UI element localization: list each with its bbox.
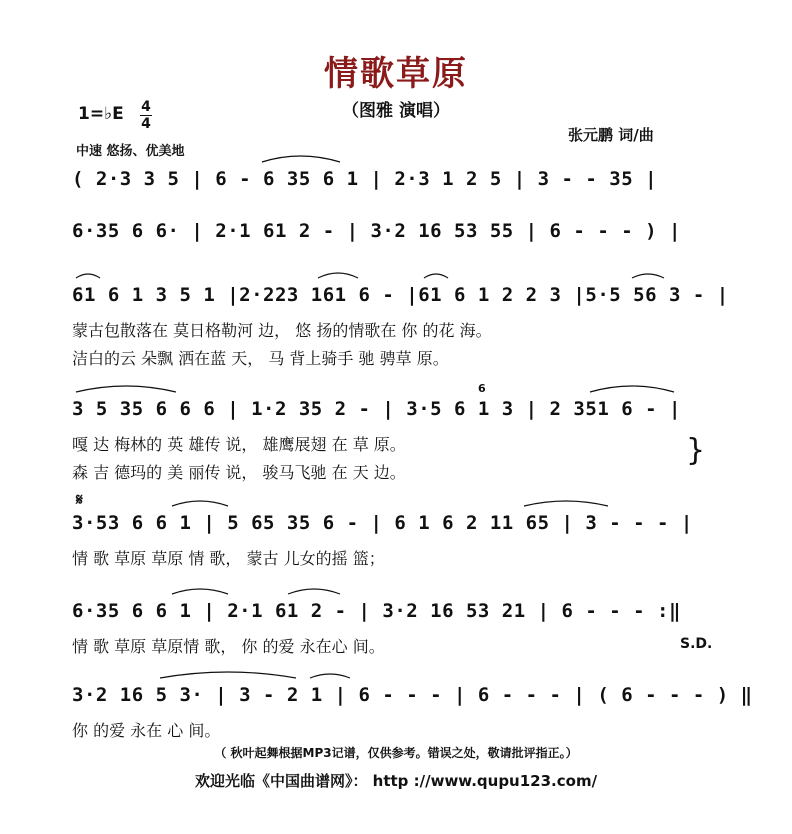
song-title: 情歌草原	[324, 54, 468, 94]
segno-sign: 𝄋	[76, 490, 83, 509]
slur	[76, 274, 100, 278]
transcription-note: （ 秋叶起舞根据MP3记谱，仅供参考。错误之处，敬请批评指正。）	[214, 746, 578, 760]
tempo-marking: 中速 悠扬、优美地	[76, 144, 185, 159]
ds-marking: S.D.	[680, 636, 713, 652]
score-row-7-lyric-1: 你 的爱 永在 心 间。	[72, 721, 221, 740]
slur	[632, 274, 664, 278]
score-row-6-lyric-1: 情 歌 草原 草原情 歌， 你 的爱 永在心 间。	[72, 637, 385, 656]
grace-note: 6	[478, 382, 486, 395]
score-row-1-notes: ( 2·3 3 5 | 6 - 6 35 6 1 | 2·3 1 2 5 | 3 - - 35 |	[72, 168, 658, 190]
slur	[160, 672, 296, 678]
score-row-3-notes: 61 6 1 3 5 1 |2·223 161 6 - |61 6 1 2 2 3 |5·5 56 3 - |	[72, 284, 729, 306]
score-row-4-lyric-1: 嘎 达 梅林的 英 雄传 说， 雄鹰展翅 在 草 原。	[72, 435, 406, 454]
score-row-3-lyric-2: 洁白的云 朵飘 洒在蓝 天， 马 背上骑手 驰 骋草 原。	[72, 349, 449, 368]
key-signature: 1=♭E	[78, 104, 124, 124]
score-row-4-lyric-2: 森 吉 德玛的 美 丽传 说， 骏马飞驰 在 天 边。	[72, 463, 406, 482]
time-signature	[140, 100, 152, 131]
score-row-4-notes: 3 5 35 6 6 6 | 1·2 35 2 - | 3·5 6 1 3 | 2 351 6 - |	[72, 398, 681, 420]
slur	[288, 589, 340, 594]
slur	[262, 156, 340, 162]
slur	[172, 501, 228, 506]
score-row-5-notes: 3·53 6 6 1 | 5 65 35 6 - | 6 1 6 2 11 65 | 3 - - - |	[72, 512, 693, 534]
verse-brace: }	[686, 433, 706, 468]
performer-line: （图雅 演唱）	[342, 101, 450, 121]
time-sig-top: 4	[141, 99, 151, 115]
score-row-3-lyric-1: 蒙古包散落在 莫日格勒河 边， 悠 扬的情歌在 你 的花 海。	[72, 321, 492, 340]
time-sig-bottom: 4	[141, 116, 151, 132]
slur	[76, 386, 176, 392]
slur	[524, 501, 608, 506]
author-credit: 张元鹏 词/曲	[568, 126, 654, 144]
slur	[424, 274, 448, 278]
score-row-2-notes: 6·35 6 6· | 2·1 61 2 - | 3·2 16 53 55 | 6 - - - ) |	[72, 220, 681, 242]
slur	[310, 674, 350, 678]
score-row-5-lyric-1: 情 歌 草原 草原 情 歌， 蒙古 儿女的摇 篮；	[72, 549, 385, 568]
slur	[172, 589, 228, 594]
score-row-6-notes: 6·35 6 6 1 | 2·1 61 2 - | 3·2 16 53 21 | 6 - - - :‖	[72, 600, 681, 622]
score-row-7-notes: 3·2 16 5 3· | 3 - 2 1 | 6 - - - | 6 - - - | ( 6 - - - ) ‖	[72, 684, 753, 706]
slur	[318, 273, 358, 278]
website-link[interactable]: 欢迎光临《中国曲谱网》： http ://www.qupu123.com/	[194, 772, 598, 790]
slur	[590, 386, 674, 392]
